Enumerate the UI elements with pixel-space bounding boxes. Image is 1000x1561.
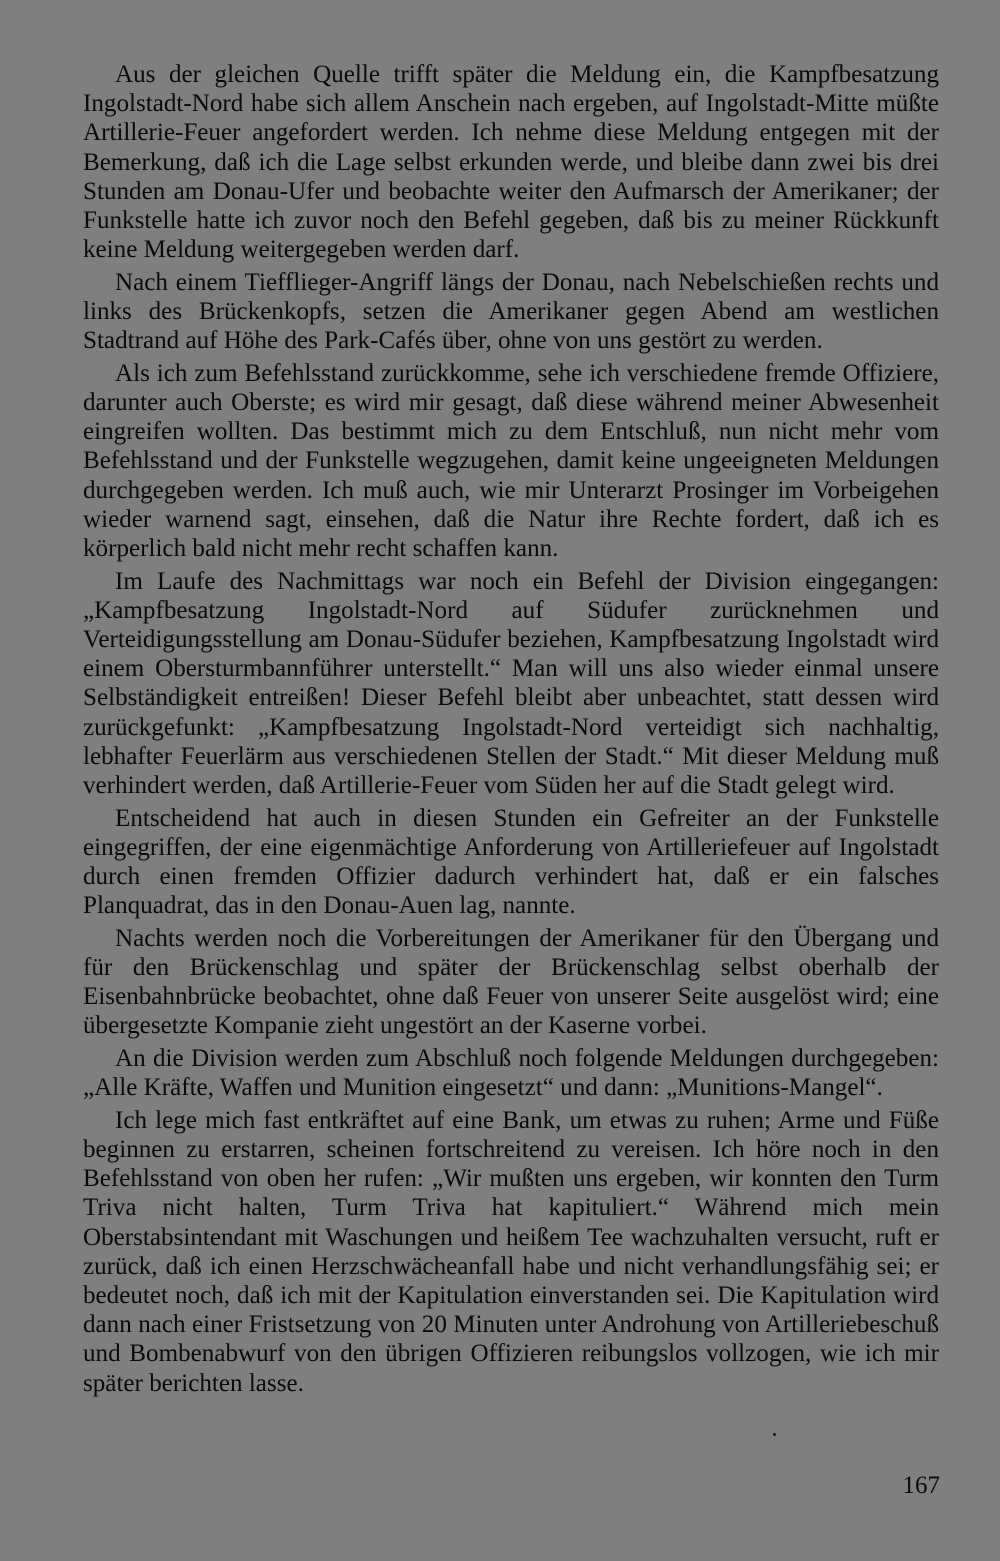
paragraph: Nach einem Tiefflieger-Angriff längs der Donau, nach Nebelschießen rechts und links des Brückenkopfs, setzen die Amerikaner gegen Abend am westlichen Stadtrand auf Höhe des Park-Cafés über, ohne von uns gestört zu werden. xyxy=(83,268,939,355)
paragraph: Im Laufe des Nachmittags war noch ein Befehl der Division eingegangen: „Kampfbesatzung Ingolstadt-Nord auf Südufer zurücknehmen und Verteidigungsstellung am Donau-Südufer beziehen, Kampfbesatzung Ingolstadt wird einem Obersturmbannführer unterstellt.“ Man will uns also wieder einmal unsere Selbständigkeit entreißen! Dieser Befehl bleibt aber unbeachtet, statt dessen wird zurückgefunkt: „Kampfbesatzung Ingolstadt-Nord verteidigt sich nachhaltig, lebhafter Feuerlärm aus verschiedenen Stellen der Stadt.“ Mit dieser Meldung muß verhindert werden, daß Artillerie-Feuer vom Süden her auf die Stadt gelegt wird. xyxy=(83,567,939,800)
paragraph: Entscheidend hat auch in diesen Stunden ein Gefreiter an der Funkstelle eingegriffen, der eine eigenmächtige Anforderung von Artilleriefeuer auf Ingolstadt durch einen fremden Offizier dadurch verhindert hat, daß er ein falsches Planquadrat, das in den Donau-Auen lag, nannte. xyxy=(83,804,939,920)
paragraph: Ich lege mich fast entkräftet auf eine Bank, um etwas zu ruhen; Arme und Füße beginnen zu erstarren, scheinen fortschreitend zu vereisen. Ich höre noch in den Befehlsstand von oben her rufen: „Wir mußten uns ergeben, wir konnten den Turm Triva nicht halten, Turm Triva hat kapituliert.“ Während mich mein Oberstabsintendant mit Waschungen und heißem Tee wachzuhalten versucht, ruft er zurück, daß ich einen Herzschwächeanfall habe und nicht verhandlungsfähig sei; er bedeutet noch, daß ich mit der Kapitulation einverstanden sei. Die Kapitulation wird dann nach einer Fristsetzung von 20 Minuten unter Androhung von Artilleriebeschuß und Bombenabwurf von den übrigen Offizieren reibungslos vollzogen, wie ich mir später berichten lasse. xyxy=(83,1106,939,1397)
paragraph: Als ich zum Befehlsstand zurückkomme, sehe ich verschiedene fremde Offiziere, darunter auch Oberste; es wird mir gesagt, daß diese während meiner Abwesenheit eingreifen wollten. Das bestimmt mich zu dem Entschluß, nun nicht mehr vom Befehlsstand und der Funkstelle wegzugehen, damit keine ungeeigneten Meldungen durchgegeben werden. Ich muß auch, wie mir Unterarzt Prosinger im Vorbeigehen wieder warnend sagt, einsehen, daß die Natur ihre Rechte fordert, daß ich es körperlich bald nicht mehr recht schaffen kann. xyxy=(83,359,939,563)
paragraph: An die Division werden zum Abschluß noch folgende Meldungen durchgegeben: „Alle Kräfte, Waffen und Munition eingesetzt“ und dann: „Munitions-Mangel“. xyxy=(83,1045,939,1102)
page-number: 167 xyxy=(902,1472,940,1499)
paragraph: Nachts werden noch die Vorbereitungen der Amerikaner für den Übergang und für den Brückenschlag und später der Brückenschlag selbst oberhalb der Eisenbahnbrücke beobachtet, ohne daß Feuer von unserer Seite ausgelöst wird; eine übergesetzte Kompanie zieht ungestört an der Kaserne vorbei. xyxy=(83,924,939,1040)
body-text xyxy=(83,60,939,1401)
print-speck xyxy=(773,1433,776,1436)
paragraph: Aus der gleichen Quelle trifft später die Meldung ein, die Kampfbesatzung Ingolstadt-Nord habe sich allem Anschein nach ergeben, auf Ingolstadt-Mitte müßte Artillerie-Feuer angefordert werden. Ich nehme diese Meldung entgegen mit der Bemerkung, daß ich die Lage selbst erkunden werde, und bleibe dann zwei bis drei Stunden am Donau-Ufer und beobachte weiter den Aufmarsch der Amerikaner; der Funkstelle hatte ich zuvor noch den Befehl gegeben, daß bis zu meiner Rückkunft keine Meldung weitergegeben werden darf. xyxy=(83,61,939,264)
